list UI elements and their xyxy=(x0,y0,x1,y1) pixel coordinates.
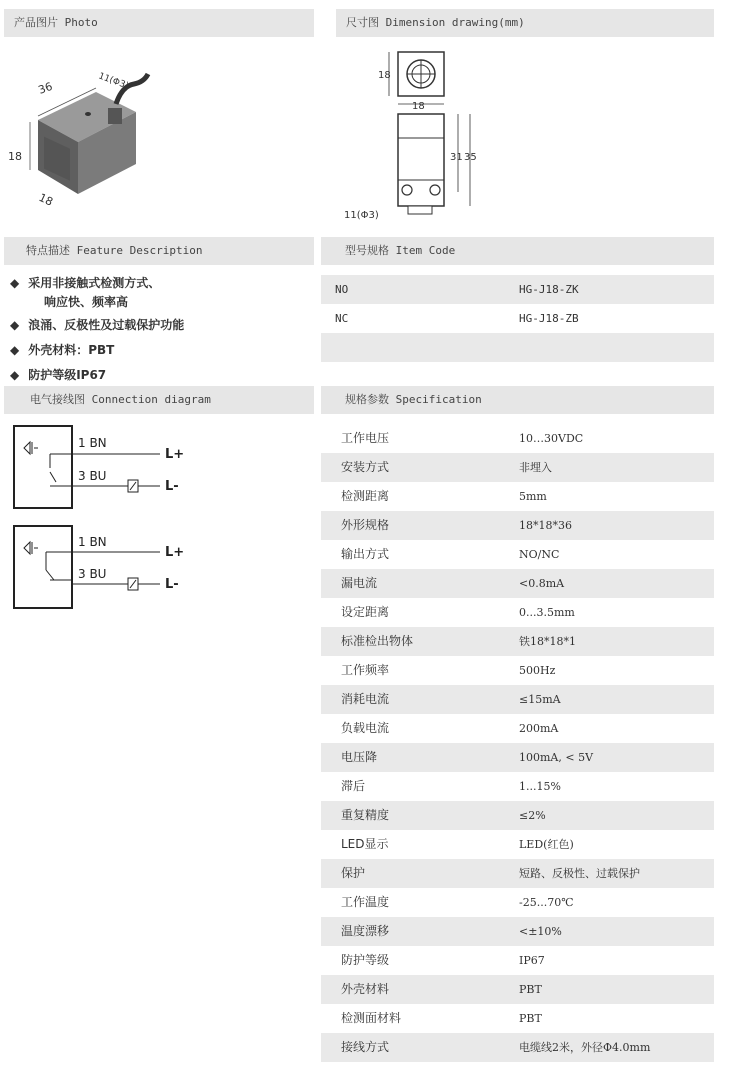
feature-header: 特点描述 Feature Description xyxy=(4,237,314,265)
spec-value: 1...15% xyxy=(519,780,561,793)
wire-bn-label: 1 BN xyxy=(78,436,107,450)
dim-top-height: 18 xyxy=(378,70,391,81)
spec-row xyxy=(321,772,714,801)
spec-row xyxy=(321,743,714,772)
dim-body-35: 35 xyxy=(464,152,477,163)
spec-key: 设定距离 xyxy=(341,605,390,619)
spec-row xyxy=(321,627,714,656)
spec-row xyxy=(321,424,714,453)
feature-item: ◆ 采用非接触式检测方式、 xyxy=(10,276,161,290)
spec-row xyxy=(321,975,714,1004)
spec-row xyxy=(321,482,714,511)
spec-key: 漏电流 xyxy=(341,576,378,590)
spec-row xyxy=(321,656,714,685)
spec-key: 工作频率 xyxy=(341,663,390,677)
spec-row xyxy=(321,685,714,714)
spec-value: 200mA xyxy=(519,722,559,735)
spec-row xyxy=(321,801,714,830)
spec-row xyxy=(321,888,714,917)
spec-value: 100mA, < 5V xyxy=(519,751,594,764)
wire-bu-label: 3 BU xyxy=(78,469,107,483)
spec-key: 外壳材料 xyxy=(341,982,390,996)
spec-row xyxy=(321,946,714,975)
l-minus-label: L- xyxy=(165,577,179,592)
spec-key: 接线方式 xyxy=(341,1040,390,1054)
spec-value: 铁18*18*1 xyxy=(519,635,576,648)
photo-header: 产品图片 Photo xyxy=(4,9,314,37)
item-code-value: HG-J18-ZK xyxy=(519,283,579,296)
photo-length-label: 36 xyxy=(36,79,55,97)
spec-row xyxy=(321,511,714,540)
product-photo xyxy=(4,42,204,212)
feature-text: 外壳材料：PBT xyxy=(28,343,115,357)
wire-bn-label: 1 BN xyxy=(78,535,107,549)
item-code-type: NO xyxy=(335,283,349,296)
spec-key: 滞后 xyxy=(341,779,366,793)
spec-key: 标准检出物体 xyxy=(341,634,414,648)
spec-value: 500Hz xyxy=(519,664,556,677)
l-plus-label: L+ xyxy=(165,447,185,462)
spec-value: PBT xyxy=(519,1012,542,1025)
spec-key: 检测面材料 xyxy=(341,1011,402,1025)
spec-value: PBT xyxy=(519,983,542,996)
spec-value: 18*18*36 xyxy=(519,519,572,532)
spec-value: 5mm xyxy=(519,490,547,503)
item-code-header: 型号规格 Item Code xyxy=(321,237,714,265)
spec-value: IP67 xyxy=(519,954,545,967)
feature-item: ◆ 防护等级IP67 xyxy=(10,368,107,382)
feature-text: 浪涌、反极性及过载保护功能 xyxy=(28,318,185,332)
spec-value: 电缆线2米，外径Φ4.0mm xyxy=(519,1041,651,1054)
photo-height-label: 18 xyxy=(8,150,22,163)
photo-width-label: 18 xyxy=(36,190,55,209)
spec-key: 外形规格 xyxy=(341,518,390,532)
photo-cable-label: 11(Φ3) xyxy=(96,71,130,92)
spec-value: 短路、反极性、过载保护 xyxy=(519,867,640,880)
dimension-header: 尺寸图 Dimension drawing(mm) xyxy=(336,9,714,37)
spec-key: 检测距离 xyxy=(341,489,390,503)
item-code-type: NC xyxy=(335,312,349,325)
spec-row xyxy=(321,540,714,569)
spec-value: NO/NC xyxy=(519,548,560,561)
feature-text: 采用非接触式检测方式、 xyxy=(28,276,161,290)
wiring-diagram-no xyxy=(10,424,210,514)
spec-value: LED(红色) xyxy=(519,838,574,851)
feature-text: 防护等级IP67 xyxy=(28,368,107,382)
item-code-value: HG-J18-ZB xyxy=(519,312,579,325)
spec-key: 消耗电流 xyxy=(341,692,390,706)
l-minus-label: L- xyxy=(165,479,179,494)
dimension-drawing xyxy=(340,42,500,227)
spec-row xyxy=(321,859,714,888)
spec-value: ≤15mA xyxy=(519,693,561,706)
spec-key: 工作电压 xyxy=(341,431,390,445)
item-code-row xyxy=(321,275,714,304)
dim-top-width: 18 xyxy=(412,101,425,112)
spec-key: 负载电流 xyxy=(341,721,390,735)
spec-key: 工作温度 xyxy=(341,895,390,909)
dim-body-31: 31 xyxy=(450,152,463,163)
feature-item: ◆ 外壳材料：PBT xyxy=(10,343,115,357)
feature-item-cont: 响应快、频率高 xyxy=(44,295,129,309)
item-code-row-empty xyxy=(321,333,714,362)
spec-value: ≤2% xyxy=(519,809,546,822)
spec-row xyxy=(321,1033,714,1062)
spec-key: 电压降 xyxy=(341,750,378,764)
spec-key: 保护 xyxy=(341,866,366,880)
spec-row xyxy=(321,714,714,743)
spec-row xyxy=(321,1004,714,1033)
l-plus-label: L+ xyxy=(165,545,185,560)
spec-value: 0...3.5mm xyxy=(519,606,575,619)
wire-bu-label: 3 BU xyxy=(78,567,107,581)
spec-value: <0.8mA xyxy=(519,577,565,590)
spec-key: 安装方式 xyxy=(341,460,390,474)
feature-item: ◆ 浪涌、反极性及过载保护功能 xyxy=(10,318,185,332)
spec-row xyxy=(321,830,714,859)
wiring-diagram-nc xyxy=(10,524,210,614)
spec-value: <±10% xyxy=(519,925,562,938)
item-code-row xyxy=(321,304,714,333)
spec-value: 非埋入 xyxy=(519,461,552,474)
connection-header: 电气接线图 Connection diagram xyxy=(4,386,314,414)
spec-key: LED显示 xyxy=(341,837,389,851)
spec-row xyxy=(321,917,714,946)
spec-row xyxy=(321,569,714,598)
spec-value: -25...70℃ xyxy=(519,896,574,909)
specification-header: 规格参数 Specification xyxy=(321,386,714,414)
spec-value: 10…30VDC xyxy=(519,432,584,445)
spec-key: 重复精度 xyxy=(341,808,390,822)
spec-row xyxy=(321,453,714,482)
spec-key: 防护等级 xyxy=(341,953,390,967)
spec-key: 温度漂移 xyxy=(341,924,390,938)
dim-cable-label: 11(Φ3) xyxy=(344,210,379,221)
spec-key: 输出方式 xyxy=(341,547,390,561)
spec-row xyxy=(321,598,714,627)
